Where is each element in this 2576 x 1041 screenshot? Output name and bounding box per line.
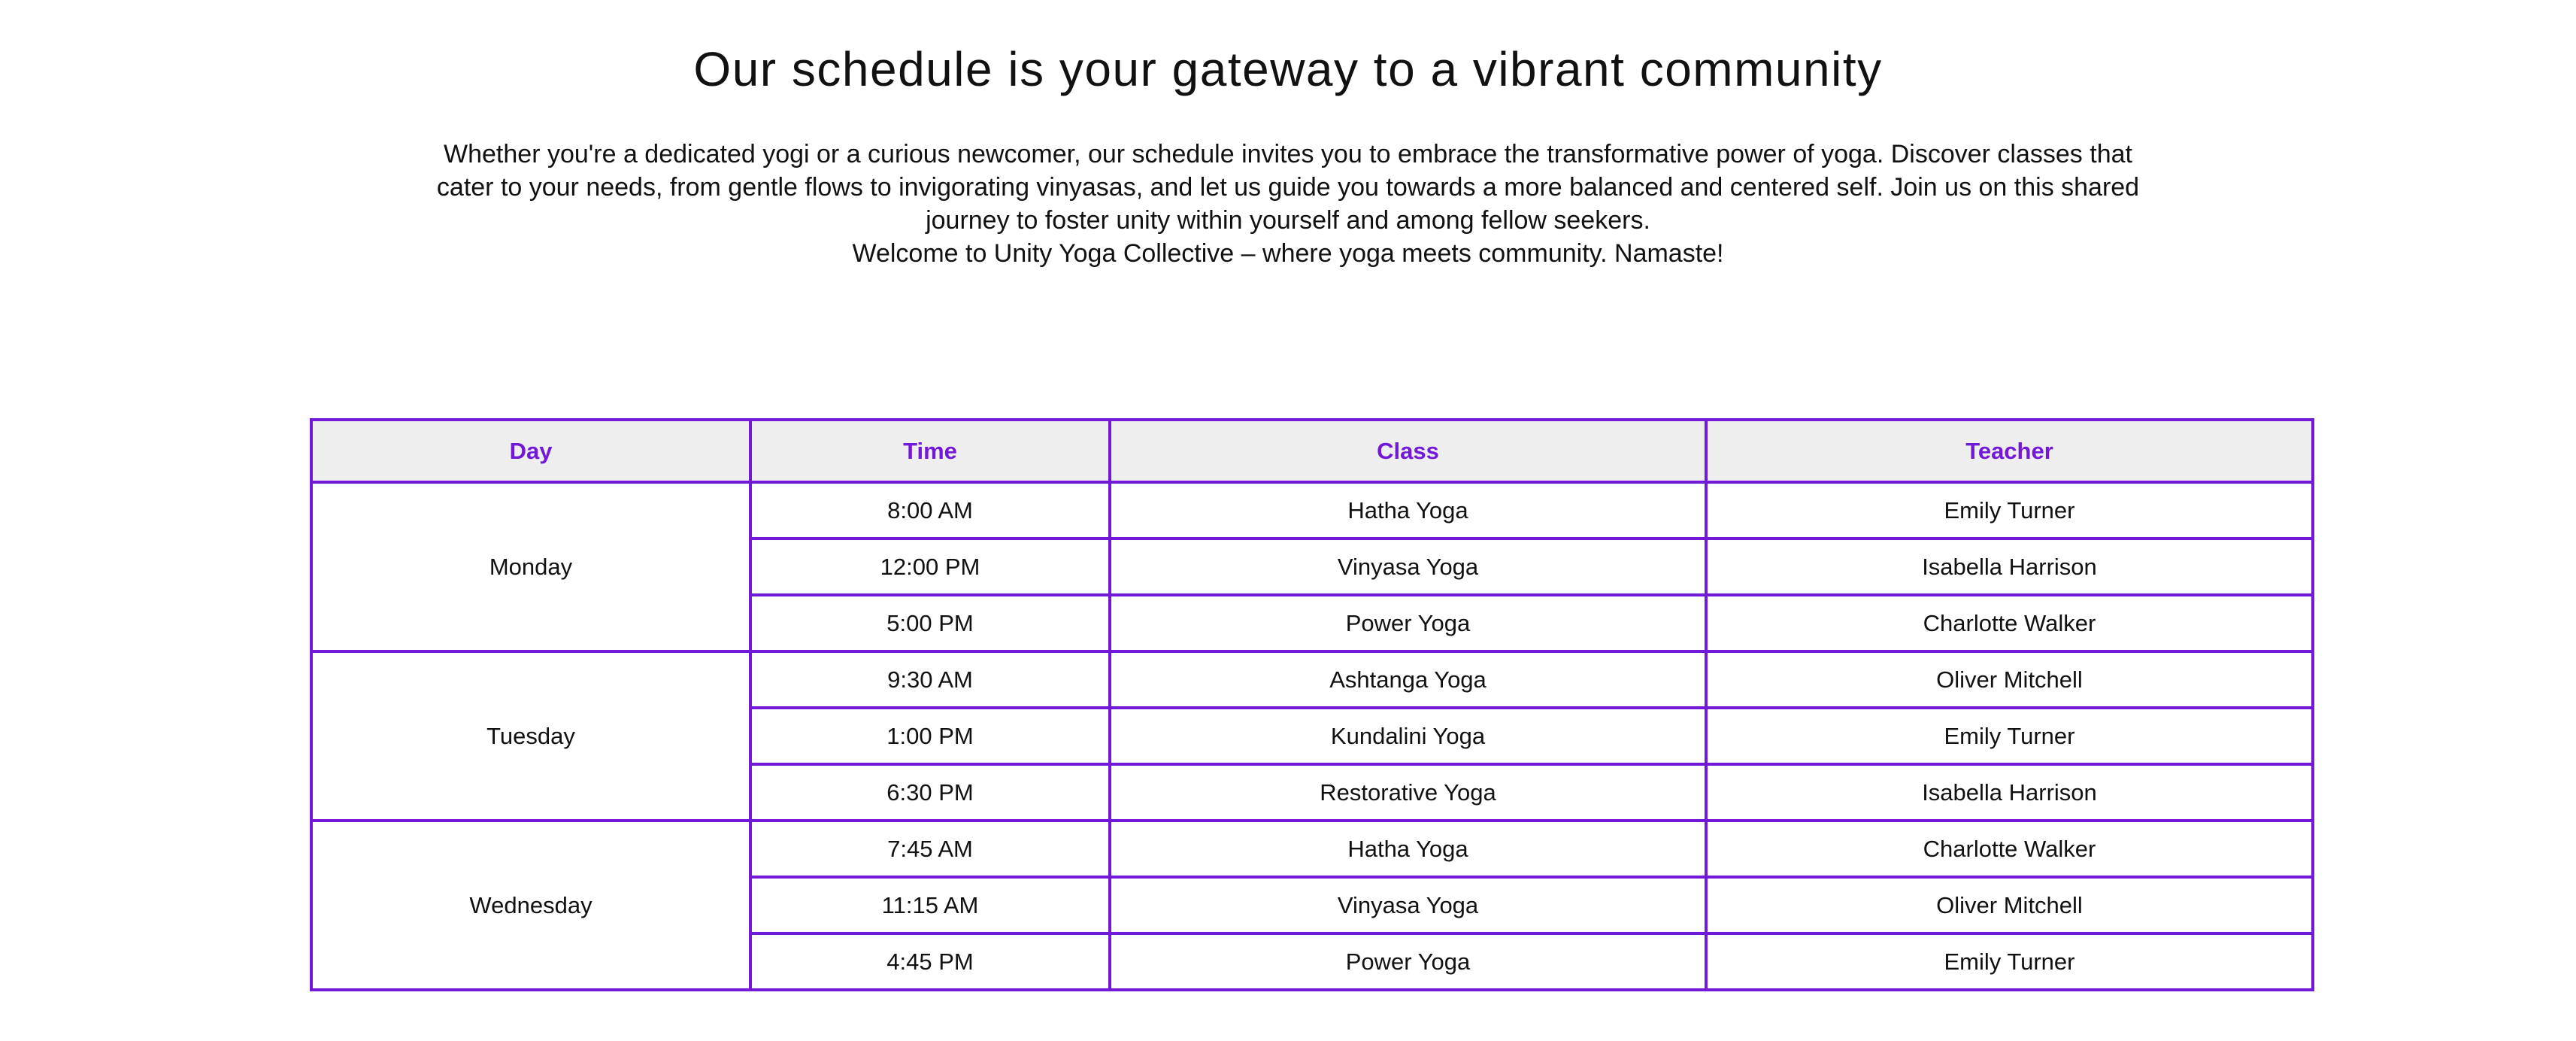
- class-cell: Vinyasa Yoga: [1110, 539, 1706, 595]
- teacher-cell: Emily Turner: [1706, 482, 2313, 539]
- time-cell: 9:30 AM: [750, 651, 1110, 708]
- teacher-cell: Emily Turner: [1706, 933, 2313, 990]
- class-cell: Hatha Yoga: [1110, 482, 1706, 539]
- schedule-table: [310, 418, 2314, 991]
- teacher-cell: Oliver Mitchell: [1706, 877, 2313, 933]
- column-header-time: Time: [750, 420, 1110, 482]
- class-cell: Hatha Yoga: [1110, 821, 1706, 877]
- time-cell: 1:00 PM: [750, 708, 1110, 764]
- time-cell: 8:00 AM: [750, 482, 1110, 539]
- table-row: [311, 821, 2313, 877]
- time-cell: 5:00 PM: [750, 595, 1110, 651]
- day-cell: Tuesday: [311, 651, 750, 821]
- class-cell: Restorative Yoga: [1110, 764, 1706, 821]
- time-cell: 4:45 PM: [750, 933, 1110, 990]
- column-header-class: Class: [1110, 420, 1706, 482]
- time-cell: 11:15 AM: [750, 877, 1110, 933]
- teacher-cell: Isabella Harrison: [1706, 539, 2313, 595]
- class-cell: Vinyasa Yoga: [1110, 877, 1706, 933]
- time-cell: 12:00 PM: [750, 539, 1110, 595]
- intro-text: [421, 138, 2155, 270]
- day-cell: Wednesday: [311, 821, 750, 990]
- column-header-day: Day: [311, 420, 750, 482]
- time-cell: 6:30 PM: [750, 764, 1110, 821]
- teacher-cell: Isabella Harrison: [1706, 764, 2313, 821]
- teacher-cell: Charlotte Walker: [1706, 821, 2313, 877]
- teacher-cell: Charlotte Walker: [1706, 595, 2313, 651]
- day-cell: Monday: [311, 482, 750, 651]
- class-cell: Kundalini Yoga: [1110, 708, 1706, 764]
- column-header-teacher: Teacher: [1706, 420, 2313, 482]
- schedule-section: [310, 418, 2311, 991]
- class-cell: Ashtanga Yoga: [1110, 651, 1706, 708]
- time-cell: 7:45 AM: [750, 821, 1110, 877]
- page-title: Our schedule is your gateway to a vibrant community: [693, 42, 1883, 96]
- schedule-header-row: [311, 420, 2313, 482]
- teacher-cell: Oliver Mitchell: [1706, 651, 2313, 708]
- intro-welcome: Welcome to Unity Yoga Collective – where yoga meets community. Namaste!: [852, 239, 1724, 268]
- intro-paragraph: Whether you're a dedicated yogi or a curious newcomer, our schedule invites you to embrace the transformative power of yoga. Discover classes that cater to your needs, from gentle flows to invigorating vinyasas, and let us guide you towards a more balanced and centered self. Join us on this shared journey to foster unity within yourself and among fellow seekers.: [436, 140, 2140, 235]
- teacher-cell: Emily Turner: [1706, 708, 2313, 764]
- table-row: [311, 482, 2313, 539]
- table-row: [311, 651, 2313, 708]
- class-cell: Power Yoga: [1110, 933, 1706, 990]
- class-cell: Power Yoga: [1110, 595, 1706, 651]
